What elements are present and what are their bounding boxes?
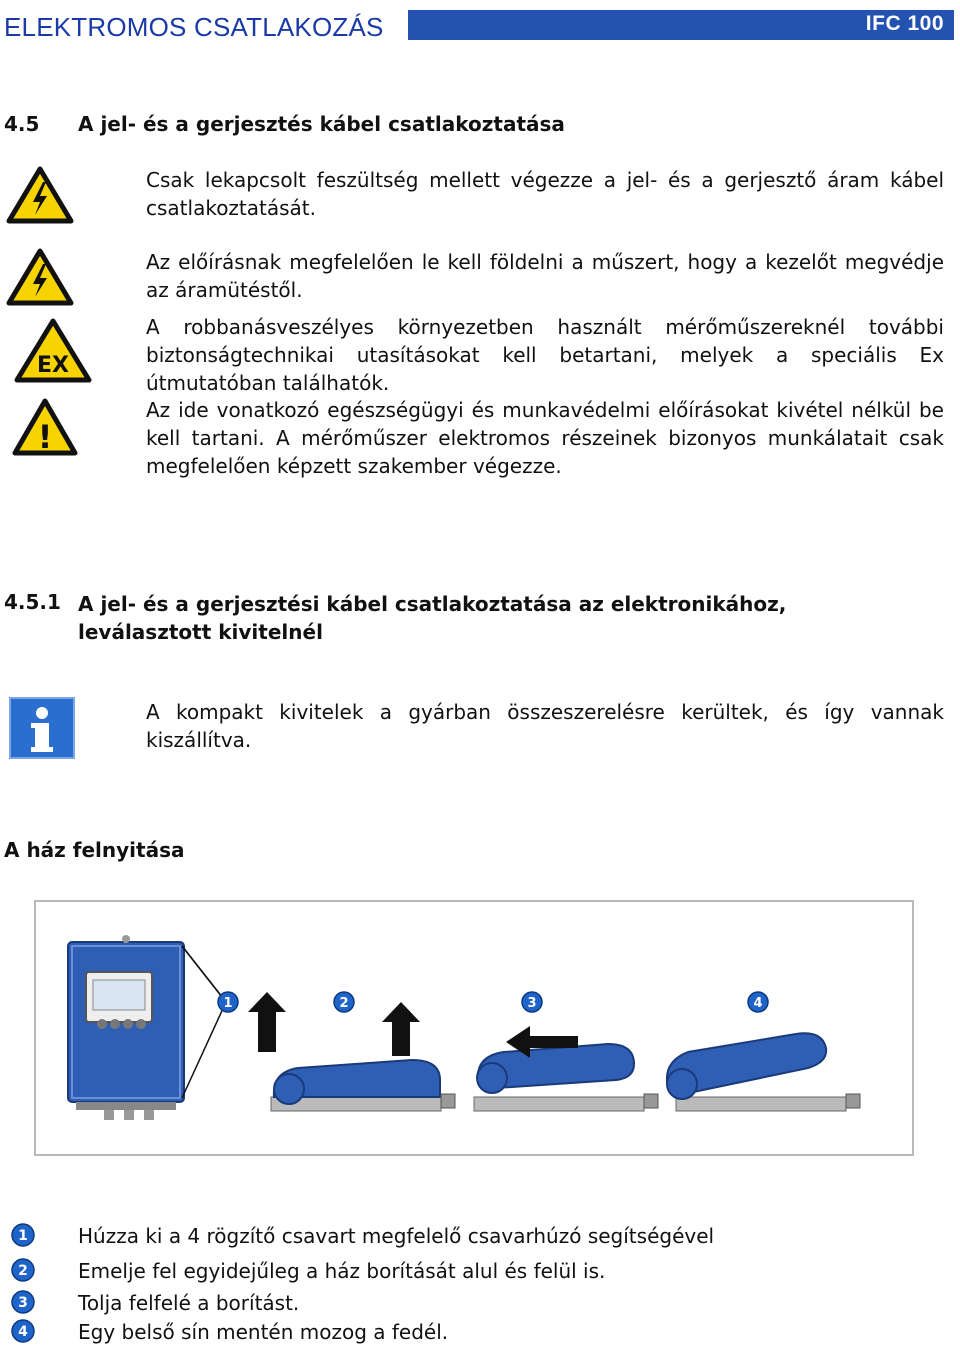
paragraph-ex-instructions: A robbanásveszélyes környezetben használt mérőműszereknél további biztonságtechnikai utasításokat kell betartani, melyek a speciális Ex útmutatóban találhatók.	[146, 315, 944, 395]
step-text-4: Egy belső sín mentén mozog a fedél.	[78, 1320, 449, 1344]
svg-text:2: 2	[18, 1263, 28, 1279]
step-item-2	[10, 1257, 910, 1285]
step-item-1	[10, 1222, 910, 1250]
paragraph-grounding: Az előírásnak megfelelően le kell földelni a műszert, hogy a kezelőt megvédje az áramütéstől.	[146, 250, 944, 302]
caution-mark: !	[37, 418, 53, 456]
subsection-number: 4.5.1	[4, 590, 61, 614]
step-number-badge-1	[10, 1222, 36, 1248]
high-voltage-warning-icon	[6, 166, 74, 228]
figure-badge-1	[218, 992, 238, 1012]
step-number-badge-3	[10, 1289, 36, 1315]
info-icon	[9, 697, 75, 763]
figure-badge-3	[522, 992, 542, 1012]
step-text-3: Tolja felfelé a borítást.	[78, 1291, 300, 1315]
paragraph-safety-rules: Az ide vonatkozó egészségügyi és munkavédelmi előírásokat kivétel nélkül be kell tartani. A mérőműszer elektromos részeinek bizonyos munkálatait csak megfelelően képzett szakember végezze.	[146, 398, 944, 478]
step-text-1: Húzza ki a 4 rögzítő csavart megfelelő csavarhúzó segítségével	[78, 1224, 715, 1248]
svg-text:3: 3	[18, 1295, 28, 1311]
device-housing-lifting	[248, 992, 455, 1111]
section-title: A jel- és a gerjesztés kábel csatlakoztatása	[78, 112, 565, 136]
figure-badge-4	[748, 992, 768, 1012]
step-number-badge-4	[10, 1318, 36, 1344]
device-housing-upright	[68, 935, 226, 1120]
step-item-3	[10, 1289, 910, 1317]
section-number: 4.5	[4, 112, 40, 136]
svg-text:1: 1	[18, 1228, 28, 1244]
step-number-badge-2	[10, 1257, 36, 1283]
high-voltage-warning-icon-2	[6, 248, 74, 310]
document-header-title: ELEKTROMOS CSATLAKOZÁS	[4, 12, 384, 42]
svg-text:4: 4	[753, 996, 763, 1011]
product-name: IFC 100	[865, 12, 944, 35]
housing-opening-figure	[34, 900, 914, 1156]
header-product-bar	[408, 10, 954, 40]
explosion-hazard-icon	[14, 318, 92, 388]
svg-text:1: 1	[223, 996, 233, 1011]
step-item-4	[10, 1318, 910, 1346]
svg-text:4: 4	[18, 1324, 28, 1340]
subsection-title: A jel- és a gerjesztési kábel csatlakoztatása az elektronikához, leválasztott kivitelnél	[78, 592, 787, 644]
device-housing-sliding	[474, 1026, 658, 1111]
step-text-2: Emelje fel egyidejűleg a ház borítását alul és felül is.	[78, 1259, 606, 1283]
svg-text:3: 3	[527, 996, 537, 1011]
svg-text:2: 2	[339, 996, 349, 1011]
paragraph-compact-version: A kompakt kivitelek a gyárban összeszerelésre kerültek, és így vannak kiszállítva.	[146, 700, 944, 752]
housing-title: A ház felnyitása	[4, 838, 185, 862]
figure-badge-2	[334, 992, 354, 1012]
device-housing-rail	[667, 1033, 860, 1111]
caution-warning-icon	[12, 398, 78, 460]
ex-label: EX	[37, 353, 69, 378]
paragraph-voltage-off: Csak lekapcsolt feszültség mellett végezze a jel- és a gerjesztő áram kábel csatlakoztatását.	[146, 168, 944, 220]
